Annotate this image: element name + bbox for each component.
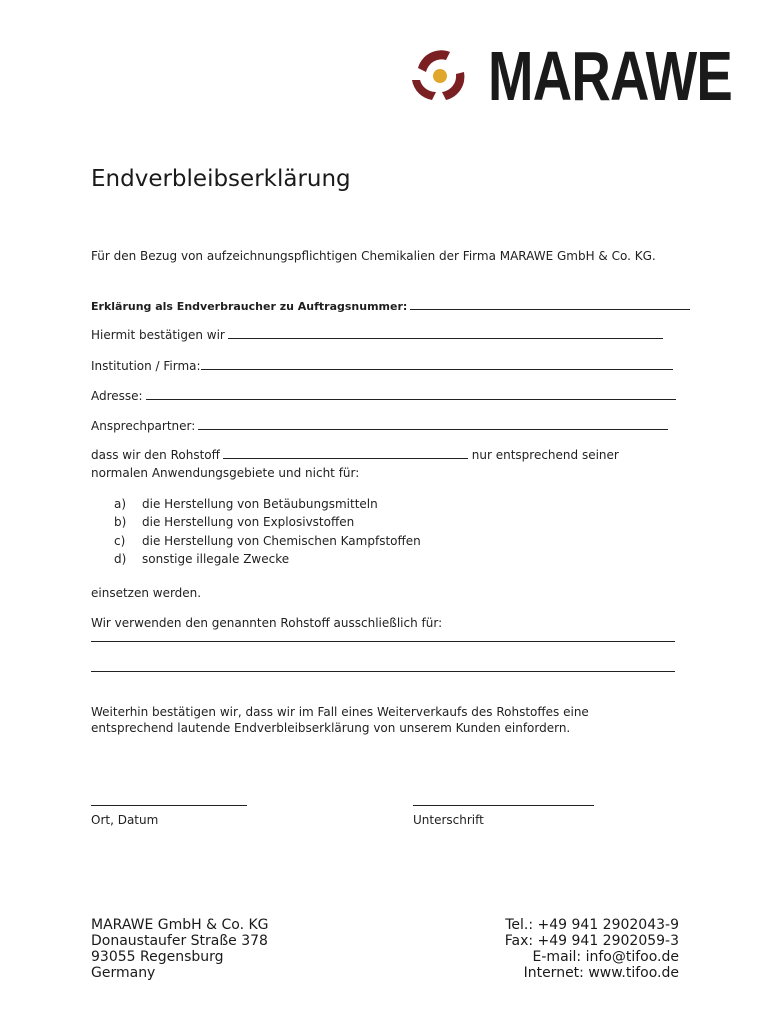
contact-field[interactable] [198, 428, 668, 430]
place-date-field[interactable] [91, 805, 247, 806]
footer-country: Germany [91, 965, 156, 981]
footer-internet[interactable]: Internet: www.tifoo.de [523, 965, 679, 981]
footer-fax: Fax: +49 941 2902059-3 [504, 933, 679, 949]
institution-row [91, 359, 673, 373]
footer-email[interactable]: E-mail: info@tifoo.de [532, 949, 679, 965]
contact-row [91, 419, 668, 433]
resale-line-2: entsprechend lautende Endverbleibserklärung von unserem Kunden einfordern. [91, 721, 571, 735]
contact-label: Ansprechpartner: [91, 419, 196, 433]
address-field[interactable] [146, 398, 676, 400]
logo-emblem-icon [412, 50, 464, 100]
footer-contact [505, 917, 679, 981]
order-number-label: Erklärung als Endverbraucher zu Auftragsnummer: [91, 300, 408, 313]
order-number-row [91, 299, 690, 313]
footer-tel: Tel.: +49 941 2902043-9 [505, 917, 679, 933]
institution-label: Institution / Firma: [91, 359, 201, 373]
list-item: c) die Herstellung von Chemischen Kampfstoffen [114, 534, 421, 548]
footer-street: Donaustaufer Straße 378 [91, 933, 268, 949]
logo-wordmark: MARAWE [488, 37, 733, 115]
substance-prefix: dass wir den Rohstoff [91, 448, 220, 462]
substance-line2: normalen Anwendungsgebiete und nicht für: [91, 466, 360, 480]
signature-field[interactable] [413, 805, 594, 806]
page-title: Endverbleibserklärung [91, 166, 351, 192]
confirm-row [91, 328, 663, 342]
institution-field[interactable] [201, 368, 673, 370]
footer-city: 93055 Regensburg [91, 949, 224, 965]
address-label: Adresse: [91, 389, 143, 403]
purpose-label: Wir verwenden den genannten Rohstoff ausschließlich für: [91, 616, 443, 630]
purpose-field-2[interactable] [91, 671, 675, 672]
substance-suffix: nur entsprechend seiner [471, 448, 619, 462]
resale-line-1: Weiterhin bestätigen wir, dass wir im Fall eines Weiterverkaufs des Rohstoffes eine [91, 705, 589, 719]
list-item: a) die Herstellung von Betäubungsmitteln [114, 497, 378, 511]
signature-label: Unterschrift [413, 813, 484, 827]
confirm-field[interactable] [228, 337, 663, 339]
address-row [91, 389, 676, 403]
use-text: einsetzen werden. [91, 586, 202, 600]
list-item: b) die Herstellung von Explosivstoffen [114, 515, 355, 529]
order-number-field[interactable] [410, 308, 690, 310]
purpose-field-1[interactable] [91, 641, 675, 642]
substance-row [91, 448, 619, 462]
place-date-label: Ort, Datum [91, 813, 159, 827]
intro-text: Für den Bezug von aufzeichnungspflichtigen Chemikalien der Firma MARAWE GmbH & Co. KG. [91, 249, 656, 263]
confirm-label: Hiermit bestätigen wir [91, 328, 225, 342]
substance-field[interactable] [223, 457, 468, 459]
list-item: d) sonstige illegale Zwecke [114, 552, 290, 566]
footer-address [91, 917, 269, 981]
footer-company: MARAWE GmbH & Co. KG [91, 917, 269, 933]
